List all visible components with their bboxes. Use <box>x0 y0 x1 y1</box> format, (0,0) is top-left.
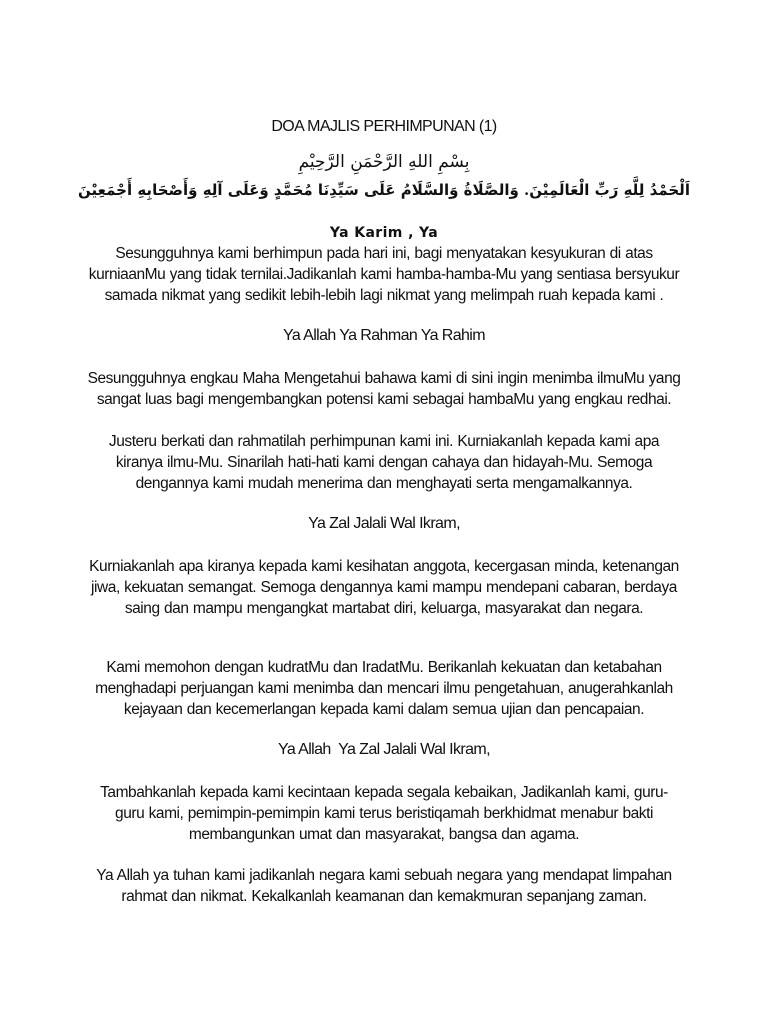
paragraph-line: Sesungguhnya kami berhimpun pada hari ini, bagi menyatakan kesyukuran di atas <box>115 245 653 262</box>
paragraph-blessing <box>60 431 708 494</box>
paragraph-gratitude <box>60 243 708 306</box>
paragraph-health <box>60 556 708 619</box>
paragraph-line: jiwa, kekuatan semangat. Semoga dengannya kami mampu mendepani cabaran, berdaya <box>91 579 677 596</box>
section-heading-ikram: Ya Zal Jalali Wal Ikram, <box>308 515 460 532</box>
paragraph-line: Ya Allah ya tuhan kami jadikanlah negara kami sebuah negara yang mendapat limpahan <box>96 867 672 884</box>
paragraph-line: Kurniakanlah apa kiranya kepada kami kesihatan anggota, kecergasan minda, ketenangan <box>89 558 679 575</box>
section-heading-allah-ikram: Ya Allah Ya Zal Jalali Wal Ikram, <box>278 741 490 758</box>
paragraph-line: kejayaan dan kecemerlangan kepada kami dalam semua ujian dan pencapaian. <box>123 701 645 718</box>
document-title: DOA MAJLIS PERHIMPUNAN (1) <box>271 118 497 135</box>
paragraph-line: samada nikmat yang sedikit lebih-lebih lagi nikmat yang melimpah ruah kepada kami . <box>104 287 664 304</box>
paragraph-line: guru kami, pemimpin-pemimpin kami terus beristiqamah berkhidmat menabur bakti <box>115 805 653 822</box>
paragraph-nation <box>60 865 708 907</box>
paragraph-line: membangunkan umat dan masyarakat, bangsa dan agama. <box>188 826 580 843</box>
section-heading-rahman: Ya Allah Ya Rahman Ya Rahim <box>282 327 485 344</box>
paragraph-line: kurniaanMu yang tidak ternilai.Jadikanlah kami hamba-hamba-Mu yang sentiasa bersyukur <box>88 266 680 283</box>
paragraph-strength <box>60 657 708 720</box>
paragraph-line: Tambahkanlah kepada kami kecintaan kepada segala kebaikan, Jadikanlah kami, guru- <box>100 784 668 801</box>
paragraph-goodness <box>60 782 708 845</box>
paragraph-line: menghadapi perjuangan kami menimba dan mencari ilmu pengetahuan, anugerahkanlah <box>95 680 673 697</box>
paragraph-line: rahmat dan nikmat. Kekalkanlah keamanan dan kemakmuran sepanjang zaman. <box>121 888 647 905</box>
paragraph-line: Sesungguhnya engkau Maha Mengetahui bahawa kami di sini ingin menimba ilmuMu yang <box>87 370 681 387</box>
hamdalah-text: اَلْحَمْدُ لِلَّهِ رَبِّ الْعَالَمِيْنَ. وَالصَّلَاةُ وَالسَّلَامُ عَلَى سَيِّدِنَا مُحَمَّدٍ وَعَلَى آلِهِ وَأَصْحَابِهِ أَجْمَعِيْنَ <box>78 181 690 199</box>
invocation-line: Ya Karim , Ya <box>329 225 439 241</box>
paragraph-line: sangat luas bagi mengembangkan potensi kami sebagai hambaMu yang engkau redhai. <box>96 391 672 408</box>
paragraph-line: kiranya ilmu-Mu. Sinarilah hati-hati kami dengan cahaya dan hidayah-Mu. Semoga <box>115 454 653 471</box>
paragraph-line: Justeru berkati dan rahmatilah perhimpunan kami ini. Kurniakanlah kepada kami apa <box>108 433 660 450</box>
paragraph-line: dengannya kami mudah menerima dan menghayati serta mengamalkannya. <box>135 475 633 492</box>
paragraph-line: Kami memohon dengan kudratMu dan IradatMu. Berikanlah kekuatan dan ketabahan <box>106 659 662 676</box>
paragraph-knowledge <box>60 368 708 410</box>
basmala-text: بِسْمِ اللهِ الرَّحْمَنِ الرَّحِيْمِ <box>298 152 470 172</box>
paragraph-line: saing dan mampu mengangkat martabat diri, keluarga, masyarakat dan negara. <box>124 600 644 617</box>
